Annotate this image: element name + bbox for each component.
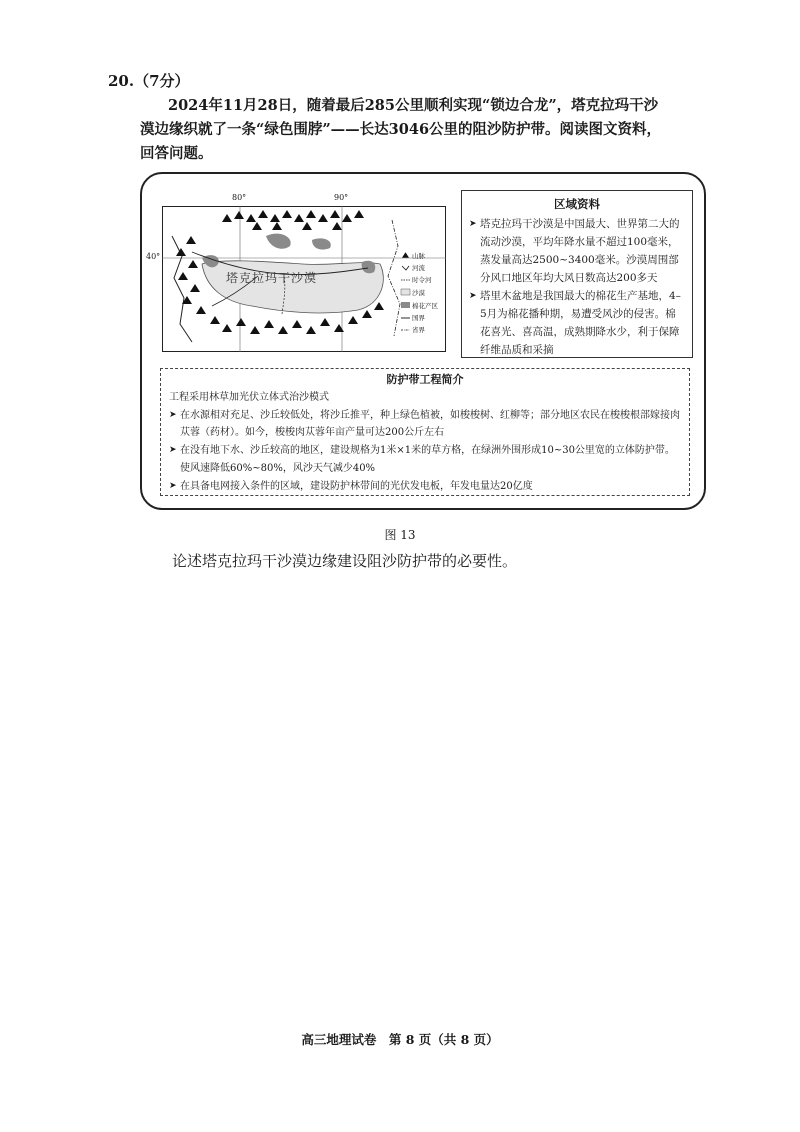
- figure-caption: 图 13: [384, 528, 416, 542]
- legend-desert: 沙漠: [412, 289, 425, 297]
- question-number: 20.（7分）: [108, 72, 190, 90]
- arrow-bullet-icon: ➤: [469, 291, 477, 301]
- arrow-bullet-icon: ➤: [469, 219, 477, 229]
- question-intro: 2024年11月28日，随着最后285公里顺利实现“锁边合龙”，塔克拉玛干沙漠边缘织就了一条“绿色围脖”——长达3046公里的阻沙防护带。阅读图文资料，回答问题。: [140, 97, 662, 162]
- legend-national-border: 国界: [412, 314, 425, 322]
- lon-80-label: 80°: [232, 193, 247, 202]
- region-info-text: 塔克拉玛干沙漠是中国最大、世界第二大的流动沙漠，平均年降水量不超过100毫米，蒸发量高达2500~3400毫米。沙漠周围部分风口地区年均大风日数高达200多天: [480, 218, 680, 284]
- legend-seasonal-river: 时令河: [412, 276, 432, 284]
- desert-label: 塔克拉玛干沙漠: [226, 271, 318, 285]
- lat-40-label: 40°: [146, 252, 161, 261]
- engineering-text: 在具备电网接入条件的区域，建设防护林带间的光伏发电板，年发电量达20亿度: [180, 480, 533, 492]
- question-task: 论述塔克拉玛干沙漠边缘建设阻沙防护带的必要性。: [172, 552, 518, 570]
- engineering-item: [169, 442, 681, 478]
- arrow-bullet-icon: ➤: [169, 409, 177, 420]
- tarim-map: [162, 206, 446, 352]
- engineering-text: 在水源相对充足、沙丘较低处，将沙丘推平，种上绿色植被，如梭梭树、红柳等；部分地区农民在梭梭根部嫁接肉苁蓉（药材）。如今，梭梭肉苁蓉年亩产量可达200公斤左右: [180, 409, 680, 439]
- region-info-item: [469, 215, 685, 287]
- arrow-bullet-icon: ➤: [169, 445, 177, 456]
- legend-mountain: 山脉: [412, 252, 425, 260]
- engineering-title: 防护带工程简介: [386, 373, 464, 386]
- arrow-bullet-icon: ➤: [169, 480, 177, 491]
- region-info-box: [461, 190, 693, 358]
- page-footer: 高三地理试卷 第 8 页（共 8 页）: [301, 1032, 499, 1047]
- engineering-subtitle: 工程采用林草加光伏立体式治沙模式: [169, 391, 329, 403]
- lon-90-label: 90°: [334, 193, 349, 202]
- engineering-item: [169, 478, 681, 496]
- engineering-box: [160, 368, 690, 496]
- engineering-item: [169, 407, 681, 443]
- legend-cotton: 棉花产区: [412, 302, 438, 310]
- engineering-text: 在没有地下水、沙丘较高的地区，建设规格为1米×1米的草方格，在绿洲外围形成10~30公里宽的立体防护带。使风速降低60%~80%，风沙天气减少40%: [180, 445, 675, 474]
- legend-provincial-border: 省界: [412, 326, 425, 334]
- region-info-item: [469, 287, 685, 359]
- region-info-text: 塔里木盆地是我国最大的棉花生产基地，4–5月为棉花播种期，易遭受风沙的侵害。棉花喜光、喜高温，成熟期降水少，利于保障纤维品质和采摘: [480, 290, 681, 356]
- region-info-title: 区域资料: [554, 197, 600, 211]
- legend-river: 河流: [412, 264, 425, 272]
